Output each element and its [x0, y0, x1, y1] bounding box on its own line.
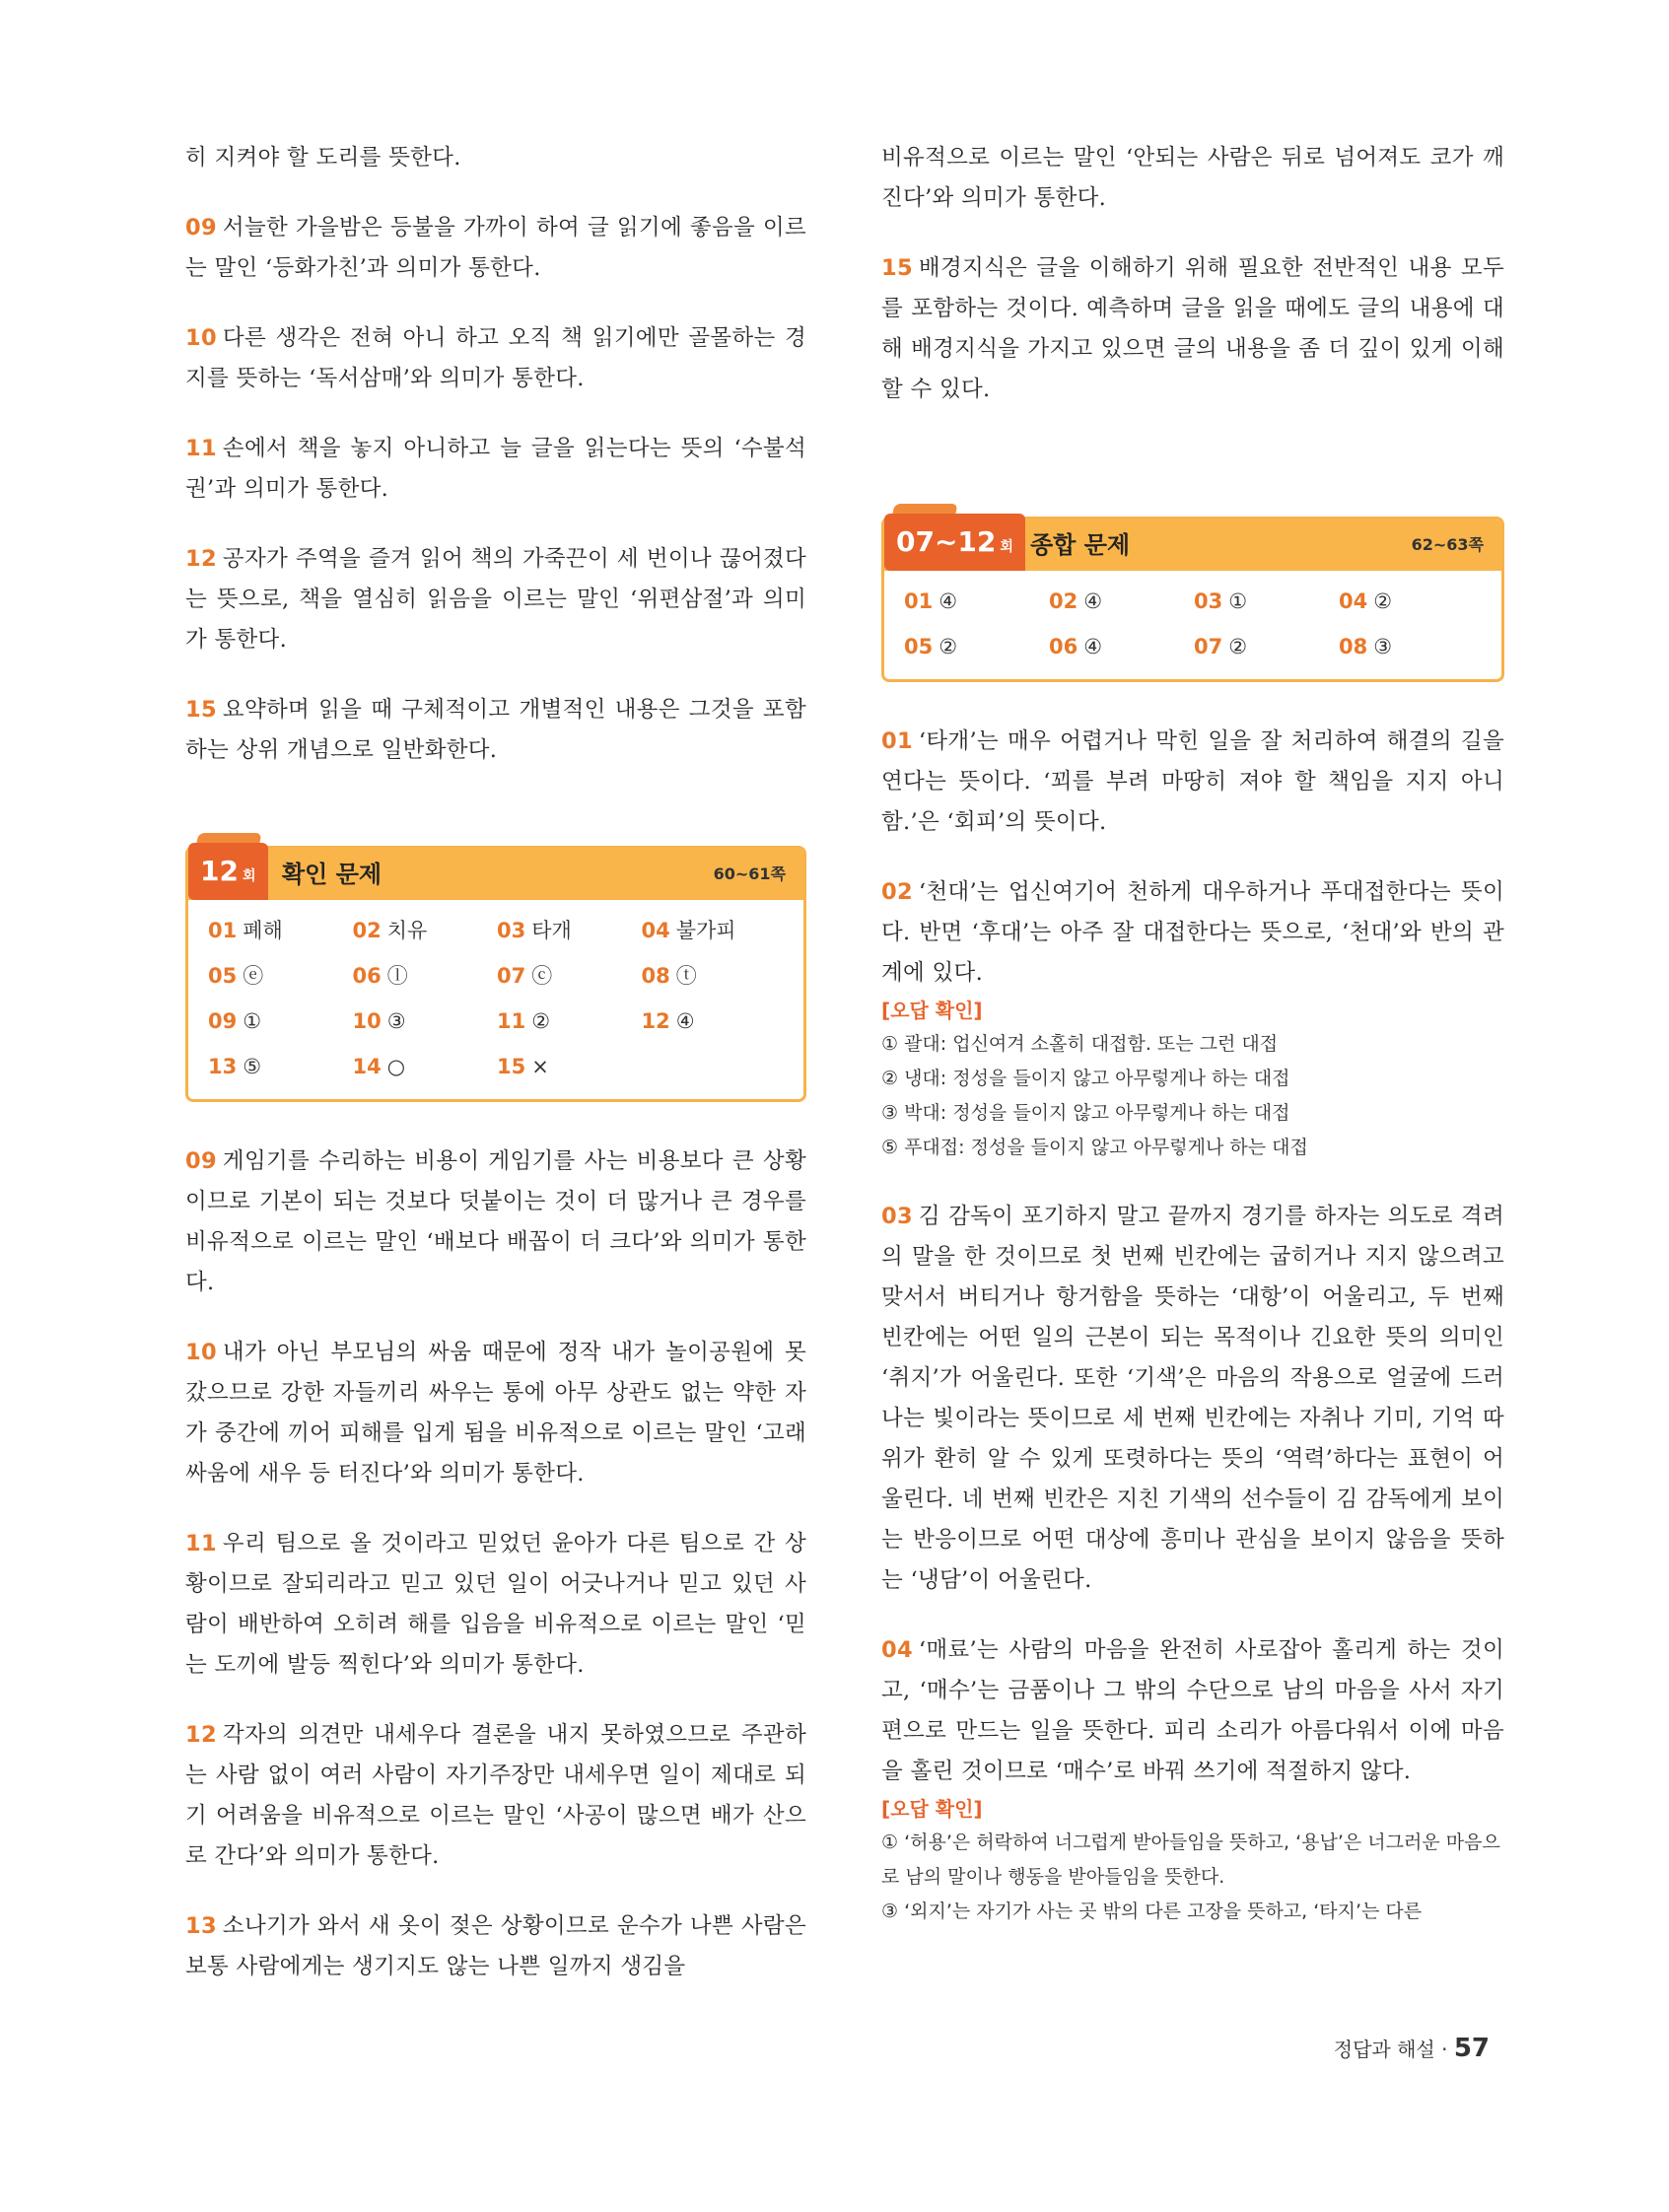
question-number: 04 [881, 1637, 913, 1663]
wrong-answer-list [881, 1027, 1504, 1165]
answer-item [642, 908, 787, 953]
answer-box-header [188, 849, 803, 900]
answer-value: ④ [1083, 589, 1103, 613]
answer-number: 13 [208, 1055, 238, 1078]
list-item: ② 냉대: 정성을 들이지 않고 아무렇게나 하는 대접 [881, 1068, 1290, 1089]
answer-explanation: 12 각자의 의견만 내세우다 결론을 내지 못하였으므로 주관하는 사람 없이 여러 사람이 자기주장만 내세우면 일이 제대로 되기 어려움을 비유적으로 이르는 말인 ‘사공이 많으면 배가 산으로 간다’와 의미가 통한다. [185, 1722, 806, 1869]
answer-number: 04 [1339, 589, 1368, 613]
footer-label: 정답과 해설 · [1333, 2038, 1448, 2061]
answer-explanation: 15 요약하며 읽을 때 구체적이고 개별적인 내용은 그것을 포함하는 상위 개념으로 일반화한다. [185, 697, 806, 763]
answer-number: 06 [1049, 635, 1078, 658]
answer-value: ⓛ [386, 964, 408, 988]
answer-item [642, 999, 787, 1044]
answer-explanation: 09 서늘한 가을밤은 등불을 가까이 하여 글 읽기에 좋음을 이르는 말인 ‘등화가친’과 의미가 통한다. [185, 215, 806, 281]
answer-value: 폐해 [243, 919, 283, 942]
answer-number: 07 [1194, 635, 1223, 658]
answer-number: 07 [497, 964, 526, 988]
answer-item [497, 1044, 642, 1089]
answer-grid [884, 571, 1501, 679]
answer-explanation: 10 내가 아닌 부모님의 싸움 때문에 정작 내가 놀이공원에 못 갔으므로 강한 자들끼리 싸우는 통에 아무 상관도 없는 약한 자가 중간에 끼어 피해를 입게 됨을 비유적으로 이르는 말인 ‘고래 싸움에 새우 등 터진다’와 의미가 통한다. [185, 1340, 806, 1486]
answer-item [497, 999, 642, 1044]
page-number: 57 [1453, 2034, 1490, 2063]
wrong-answer-list [881, 1826, 1504, 1929]
answer-item [1049, 624, 1194, 669]
answer-number: 02 [1049, 589, 1078, 613]
answer-value: ④ [1083, 635, 1103, 658]
answer-value: ⓒ [531, 964, 553, 988]
answer-value: ④ [675, 1009, 695, 1033]
answer-value: ② [1373, 589, 1393, 613]
lesson-tab: 07~12 회 [884, 514, 1025, 571]
answer-value: ② [1228, 635, 1248, 658]
question-number: 09 [185, 1148, 217, 1174]
answer-item [353, 999, 498, 1044]
answer-value: 치유 [386, 919, 428, 942]
answer-explanation: 13 소나기가 와서 새 옷이 젖은 상황이므로 운수가 나쁜 사람은 보통 사람에게는 생기지도 않는 나쁜 일까지 생김을 [185, 1913, 806, 1979]
answer-box-07-12 [881, 517, 1504, 682]
answer-number: 08 [1339, 635, 1368, 658]
answer-grid [188, 900, 803, 1099]
answer-value: ③ [386, 1009, 406, 1033]
answer-explanation: 02 ‘천대’는 업신여기어 천하게 대우하거나 푸대접한다는 뜻이다. 반면 ‘후대’는 아주 잘 대접한다는 뜻으로, ‘천대’와 반의 관계에 있다. [881, 879, 1504, 986]
left-column [185, 138, 806, 2017]
answer-number: 15 [497, 1055, 526, 1078]
answer-number: 01 [904, 589, 934, 613]
answer-number: 12 [641, 1009, 670, 1033]
box-title: 종합 문제 [1030, 531, 1131, 559]
list-item: ① ‘허용’은 허락하여 너그럽게 받아들임을 뜻하고, ‘용납’은 너그러운 마음으로 남의 말이나 행동을 받아들임을 뜻한다. [881, 1832, 1500, 1888]
answer-box-header [884, 519, 1501, 571]
list-item: ⑤ 푸대접: 정성을 들이지 않고 아무렇게나 하는 대접 [881, 1137, 1308, 1158]
answer-value: ⓔ [243, 964, 264, 988]
answer-number: 09 [208, 1009, 238, 1033]
answer-item [642, 953, 787, 999]
answer-item [904, 624, 1049, 669]
page-range: 62~63쪽 [1411, 535, 1484, 554]
answer-explanation: 10 다른 생각은 전혀 아니 하고 오직 책 읽기에만 골몰하는 경지를 뜻하는 ‘독서삼매’와 의미가 통한다. [185, 325, 806, 391]
answer-item [1049, 579, 1194, 624]
answer-value: ③ [1373, 635, 1393, 658]
answer-value: ⓣ [675, 964, 697, 988]
answer-value: 타개 [531, 919, 572, 942]
question-number: 15 [185, 697, 217, 723]
question-number: 01 [881, 728, 913, 754]
wrong-answer-check-label: [오답 확인] [881, 1797, 983, 1821]
answer-item [208, 1044, 353, 1089]
question-number: 13 [185, 1913, 217, 1939]
answer-value: ② [939, 635, 958, 658]
answer-explanation: 11 손에서 책을 놓지 아니하고 늘 글을 읽는다는 뜻의 ‘수불석권’과 의미가 통한다. [185, 436, 806, 502]
answer-number: 03 [497, 919, 526, 942]
lesson-tab: 12 회 [188, 843, 268, 900]
question-number: 02 [881, 879, 913, 905]
answer-number: 04 [641, 919, 670, 942]
answer-number: 08 [641, 964, 670, 988]
question-number: 11 [185, 1531, 217, 1556]
answer-value: × [531, 1055, 549, 1078]
question-number: 15 [881, 255, 913, 281]
question-number: 09 [185, 215, 217, 241]
answer-number: 05 [904, 635, 934, 658]
answer-value: ○ [386, 1055, 406, 1078]
answer-item [208, 999, 353, 1044]
answer-number: 10 [352, 1009, 382, 1033]
answer-item [497, 953, 642, 999]
answer-explanation: 03 김 감독이 포기하지 말고 끝까지 경기를 하자는 의도로 격려의 말을 한 것이므로 첫 번째 빈칸에는 굽히거나 지지 않으려고 맞서서 버티거나 항거함을 뜻하는 ‘대항’이 어울리고, 두 번째 빈칸에는 어떤 일의 근본이 되는 목적이나 긴요한 뜻의 의미인 ‘취지’가 어울린다. 또한 ‘기색’은 마음의 작용으로 얼굴에 드러나는 빛이라는 뜻이므로 세 번째 빈칸에는 자취나 기미, 기억 따위가 환히 알 수 있게 또렷하다는 뜻의 ‘역력’하다는 표현이 어울린다. 네 번째 빈칸은 지친 기색의 선수들이 김 감독에게 보이는 반응이므로 어떤 대상에 흥미나 관심을 보이지 않음을 뜻하는 ‘냉담’이 어울린다. [881, 1204, 1504, 1593]
answer-explanation: 12 공자가 주역을 즐겨 읽어 책의 가죽끈이 세 번이나 끊어졌다는 뜻으로, 책을 열심히 읽음을 이르는 말인 ‘위편삼절’과 의미가 통한다. [185, 546, 806, 653]
list-item: ① 괄대: 업신여겨 소홀히 대접함. 또는 그런 대접 [881, 1033, 1279, 1055]
answer-value: 불가피 [675, 919, 736, 942]
wrong-answer-check-label: [오답 확인] [881, 999, 983, 1022]
question-number: 11 [185, 436, 217, 461]
answer-item [1339, 624, 1484, 669]
paragraph: 비유적으로 이르는 말인 ‘안되는 사람은 뒤로 넘어져도 코가 깨진다’와 의미가 통한다. [881, 145, 1504, 211]
answer-number: 06 [352, 964, 382, 988]
answer-number: 03 [1194, 589, 1223, 613]
answer-number: 14 [352, 1055, 382, 1078]
right-column [881, 138, 1504, 1961]
answer-item [904, 579, 1049, 624]
answer-number: 01 [208, 919, 238, 942]
answer-explanation: 11 우리 팀으로 올 것이라고 믿었던 윤아가 다른 팀으로 간 상황이므로 잘되리라고 믿고 있던 일이 어긋나거나 믿고 있던 사람이 배반하여 오히려 해를 입음을 비유적으로 이르는 말인 ‘믿는 도끼에 발등 찍힌다’와 의미가 통한다. [185, 1531, 806, 1678]
box-title: 확인 문제 [282, 861, 382, 888]
answer-item [353, 953, 498, 999]
list-item: ③ 박대: 정성을 들이지 않고 아무렇게나 하는 대접 [881, 1102, 1290, 1124]
answer-item [1194, 624, 1339, 669]
question-number: 12 [185, 1722, 217, 1748]
answer-explanation: 09 게임기를 수리하는 비용이 게임기를 사는 비용보다 큰 상황이므로 기본이 되는 것보다 덧붙이는 것이 더 많거나 큰 경우를 비유적으로 이르는 말인 ‘배보다 배꼽이 더 크다’와 의미가 통한다. [185, 1148, 806, 1295]
answer-item [497, 908, 642, 953]
answer-explanation: 15 배경지식은 글을 이해하기 위해 필요한 전반적인 내용 모두를 포함하는 것이다. 예측하며 글을 읽을 때에도 글의 내용에 대해 배경지식을 가지고 있으면 글의 내용을 좀 더 깊이 있게 이해할 수 있다. [881, 255, 1504, 402]
answer-value: ④ [939, 589, 958, 613]
answer-explanation: 01 ‘타개’는 매우 어렵거나 막힌 일을 잘 처리하여 해결의 길을 연다는 뜻이다. ‘꾀를 부려 마땅히 져야 할 책임을 지지 아니함.’은 ‘회피’의 뜻이다. [881, 728, 1504, 835]
question-number: 03 [881, 1204, 913, 1229]
question-number: 10 [185, 325, 217, 351]
answer-box-12 [185, 846, 806, 1102]
answer-explanation: 04 ‘매료’는 사람의 마음을 완전히 사로잡아 홀리게 하는 것이고, ‘매수’는 금품이나 그 밖의 수단으로 남의 마음을 사서 자기편으로 만드는 일을 뜻한다. 피리 소리가 아름다워서 이에 마음을 홀린 것이므로 ‘매수’로 바꿔 쓰기에 적절하지 않다. [881, 1637, 1504, 1784]
answer-item [208, 908, 353, 953]
answer-value: ① [1228, 589, 1248, 613]
paragraph: 히 지켜야 할 도리를 뜻한다. [185, 145, 461, 171]
answer-item [1194, 579, 1339, 624]
answer-number: 05 [208, 964, 238, 988]
list-item: ③ ‘외지’는 자기가 사는 곳 밖의 다른 고장을 뜻하고, ‘타지’는 다른 [881, 1901, 1423, 1922]
answer-number: 02 [352, 919, 382, 942]
answer-number: 11 [497, 1009, 526, 1033]
page-footer [1334, 2034, 1490, 2063]
answer-item [208, 953, 353, 999]
question-number: 10 [185, 1340, 217, 1365]
question-number: 12 [185, 546, 217, 572]
answer-item [353, 908, 498, 953]
answer-value: ① [243, 1009, 262, 1033]
answer-value: ⑤ [243, 1055, 262, 1078]
answer-item [1339, 579, 1484, 624]
answer-item [353, 1044, 498, 1089]
page-range: 60~61쪽 [713, 864, 786, 883]
answer-value: ② [531, 1009, 551, 1033]
